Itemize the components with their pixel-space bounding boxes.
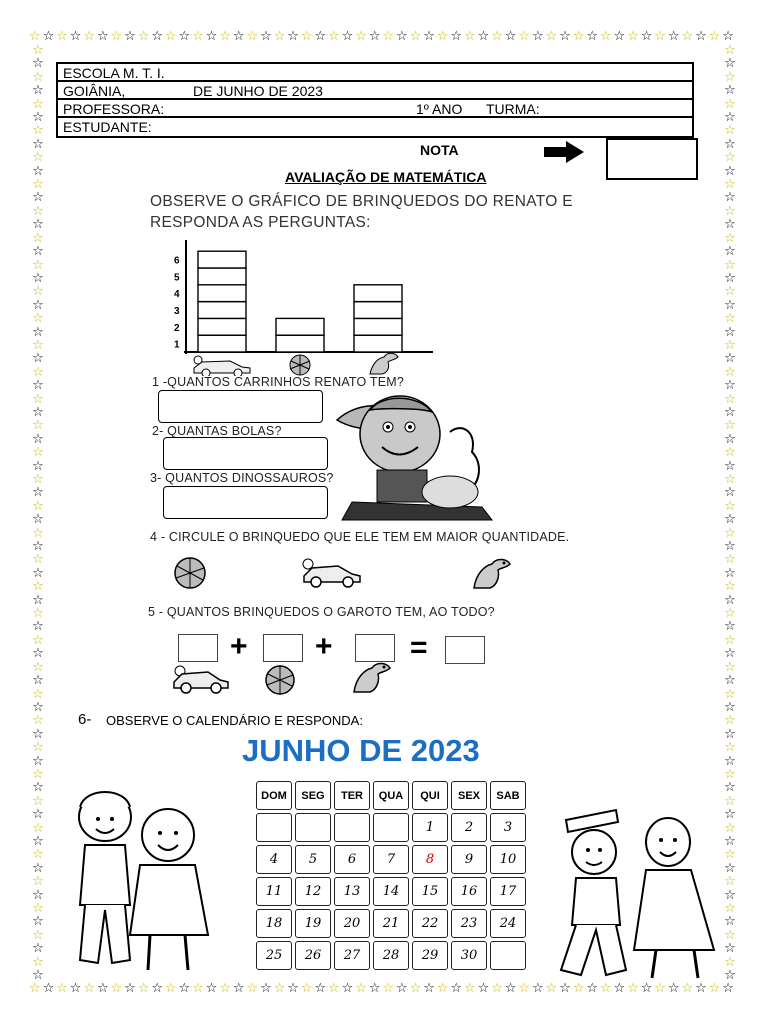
calendar-day-5: 5: [295, 845, 331, 874]
chart-bar-carrinho-unit: [198, 318, 246, 335]
calendar-day-10: 10: [490, 845, 526, 874]
calendar-table: [253, 778, 529, 973]
header-row-teacher: [58, 100, 692, 118]
answer-box-1[interactable]: [158, 390, 323, 423]
calendar-empty-cell: [490, 941, 526, 970]
calendar-day-12: 12: [295, 877, 331, 906]
sum-result-box[interactable]: [445, 636, 485, 664]
calendar-day-header: TER: [334, 781, 370, 810]
toy-car-icon: [170, 664, 232, 694]
calendar-day-19: 19: [295, 909, 331, 938]
ball-icon: [262, 664, 298, 696]
calendar-day-29: 29: [412, 941, 448, 970]
calendar-empty-cell: [373, 813, 409, 842]
sum-box-1[interactable]: [178, 634, 218, 662]
chart-bar-carrinho-unit: [198, 251, 246, 268]
header-row-date: [58, 82, 692, 100]
ball-icon[interactable]: [172, 556, 208, 590]
calendar-day-22: 22: [412, 909, 448, 938]
chart-y-tick-label: 2: [174, 322, 180, 334]
dinosaur-icon[interactable]: [470, 554, 514, 590]
chart-bar-dinossauro-unit: [354, 335, 402, 352]
calendar-day-21: 21: [373, 909, 409, 938]
chart-bar-dinossauro-unit: [354, 302, 402, 319]
ball-icon: [290, 355, 310, 375]
calendar-day-16: 16: [451, 877, 487, 906]
chart-bar-carrinho-unit: [198, 268, 246, 285]
calendar-day-23: 23: [451, 909, 487, 938]
dinosaur-icon: [350, 658, 392, 694]
star-border-right: ☆ ☆ ☆ ☆ ☆ ☆ ☆ ☆ ☆ ☆ ☆ ☆ ☆ ☆ ☆ ☆ ☆ ☆ ☆ ☆ ☆ ☆ ☆ ☆ ☆ ☆ ☆ ☆ ☆ ☆ ☆ ☆ ☆ ☆ ☆ ☆ ☆ ☆ ☆ ☆ ☆ ☆ ☆ ☆ ☆ ☆ ☆ ☆ ☆ ☆ ☆ ☆ ☆ ☆ ☆ ☆ ☆ ☆ ☆ ☆ ☆ ☆ ☆ ☆ ☆ ☆ ☆ ☆ ☆ ☆: [724, 44, 736, 982]
calendar-day-header: DOM: [256, 781, 292, 810]
class-label: TURMA:: [486, 101, 540, 117]
answer-box-2[interactable]: [163, 437, 328, 470]
chart-bar-dinossauro-unit: [354, 285, 402, 302]
answer-box-3[interactable]: [163, 486, 328, 519]
chart-y-tick-label: 3: [174, 306, 180, 317]
calendar-day-header: SEX: [451, 781, 487, 810]
star-border-top: ☆ ☆ ☆ ☆ ☆ ☆ ☆ ☆ ☆ ☆ ☆ ☆ ☆ ☆ ☆ ☆ ☆ ☆ ☆ ☆ ☆ ☆ ☆ ☆ ☆ ☆ ☆ ☆ ☆ ☆ ☆ ☆ ☆ ☆ ☆ ☆ ☆ ☆ ☆ ☆ ☆ ☆ ☆ ☆ ☆ ☆ ☆ ☆ ☆ ☆ ☆ ☆: [28, 30, 734, 43]
nota-label: NOTA: [420, 142, 459, 158]
student-label: ESTUDANTE:: [63, 119, 152, 135]
calendar-day-header: SEG: [295, 781, 331, 810]
calendar-empty-cell: [334, 813, 370, 842]
calendar-day-11: 11: [256, 877, 292, 906]
question-6: OBSERVE O CALENDÁRIO E RESPONDA:: [106, 713, 363, 728]
calendar-day-20: 20: [334, 909, 370, 938]
chart-bar-carrinho-unit: [198, 302, 246, 319]
calendar-day-4: 4: [256, 845, 292, 874]
calendar-day-8: 8: [412, 845, 448, 874]
chart-bar-carrinho-unit: [198, 335, 246, 352]
question-3: 3- QUANTOS DINOSSAUROS?: [150, 471, 334, 485]
chart-y-tick-label: 4: [174, 289, 180, 301]
question-6-number: 6-: [78, 711, 92, 728]
sum-box-2[interactable]: [263, 634, 303, 662]
header-row-student: [58, 118, 692, 136]
calendar-day-26: 26: [295, 941, 331, 970]
calendar-day-14: 14: [373, 877, 409, 906]
chart-bar-carrinho-unit: [198, 285, 246, 302]
calendar-title: JUNHO DE 2023: [242, 733, 480, 768]
calendar-day-header: QUA: [373, 781, 409, 810]
calendar-empty-cell: [295, 813, 331, 842]
toy-car-icon: [194, 356, 250, 376]
calendar-day-6: 6: [334, 845, 370, 874]
chart-bar-bola-unit: [276, 318, 324, 335]
calendar-day-30: 30: [451, 941, 487, 970]
calendar-day-1: 1: [412, 813, 448, 842]
question-2: 2- QUANTAS BOLAS?: [152, 424, 282, 438]
star-border-bottom: ☆ ☆ ☆ ☆ ☆ ☆ ☆ ☆ ☆ ☆ ☆ ☆ ☆ ☆ ☆ ☆ ☆ ☆ ☆ ☆ ☆ ☆ ☆ ☆ ☆ ☆ ☆ ☆ ☆ ☆ ☆ ☆ ☆ ☆ ☆ ☆ ☆ ☆ ☆ ☆ ☆ ☆ ☆ ☆ ☆ ☆ ☆ ☆ ☆ ☆ ☆ ☆: [28, 982, 734, 995]
header-row-school: [58, 64, 692, 82]
teacher-label: PROFESSORA:: [63, 101, 165, 117]
school-name: ESCOLA M. T. I.: [63, 65, 165, 81]
boy-with-toys-illustration: [332, 392, 502, 524]
nota-score-box[interactable]: [606, 138, 698, 180]
dinosaur-icon: [370, 353, 398, 374]
calendar-day-13: 13: [334, 877, 370, 906]
equals-sign: =: [410, 631, 428, 664]
calendar-day-18: 18: [256, 909, 292, 938]
question-1: 1 -QUANTOS CARRINHOS RENATO TEM?: [152, 375, 405, 389]
chart-bar-dinossauro-unit: [354, 318, 402, 335]
calendar-day-27: 27: [334, 941, 370, 970]
header-info-box: [56, 62, 694, 138]
arrow-right-icon: [544, 141, 584, 163]
dancing-kids-illustration-left: [60, 785, 210, 985]
chart-y-tick-label: 6: [174, 255, 180, 267]
calendar-day-17: 17: [490, 877, 526, 906]
calendar-day-header: QUI: [412, 781, 448, 810]
calendar-day-2: 2: [451, 813, 487, 842]
instruction-line-2: RESPONDA AS PERGUNTAS:: [150, 214, 371, 231]
city-label: GOIÂNIA,: [63, 83, 126, 99]
calendar-day-header: SAB: [490, 781, 526, 810]
star-border-left: ☆ ☆ ☆ ☆ ☆ ☆ ☆ ☆ ☆ ☆ ☆ ☆ ☆ ☆ ☆ ☆ ☆ ☆ ☆ ☆ ☆ ☆ ☆ ☆ ☆ ☆ ☆ ☆ ☆ ☆ ☆ ☆ ☆ ☆ ☆ ☆ ☆ ☆ ☆ ☆ ☆ ☆ ☆ ☆ ☆ ☆ ☆ ☆ ☆ ☆ ☆ ☆ ☆ ☆ ☆ ☆ ☆ ☆ ☆ ☆ ☆ ☆ ☆ ☆ ☆ ☆ ☆ ☆ ☆ ☆: [32, 44, 44, 982]
calendar-day-15: 15: [412, 877, 448, 906]
calendar-empty-cell: [256, 813, 292, 842]
question-5: 5 - QUANTOS BRINQUEDOS O GAROTO TEM, AO TODO?: [148, 605, 495, 619]
chart-y-tick-label: 5: [174, 272, 180, 284]
toy-car-icon[interactable]: [298, 556, 364, 588]
calendar-day-24: 24: [490, 909, 526, 938]
calendar-day-28: 28: [373, 941, 409, 970]
dancing-kids-illustration-right: [556, 800, 716, 985]
chart-y-tick-label: 1: [174, 339, 180, 351]
plus-sign-1: +: [230, 630, 248, 663]
plus-sign-2: +: [315, 630, 333, 663]
question-4: 4 - CIRCULE O BRINQUEDO QUE ELE TEM EM MAIOR QUANTIDADE.: [150, 530, 570, 544]
calendar-day-3: 3: [490, 813, 526, 842]
page-title: AVALIAÇÃO DE MATEMÁTICA: [285, 169, 487, 185]
chart-bar-bola-unit: [276, 335, 324, 352]
toy-bar-chart: [168, 236, 438, 376]
calendar-day-25: 25: [256, 941, 292, 970]
date-label: DE JUNHO DE 2023: [193, 83, 323, 99]
calendar-day-7: 7: [373, 845, 409, 874]
grade-label: 1º ANO: [416, 101, 463, 117]
instruction-line-1: OBSERVE O GRÁFICO DE BRINQUEDOS DO RENATO E: [150, 193, 573, 210]
calendar-day-9: 9: [451, 845, 487, 874]
